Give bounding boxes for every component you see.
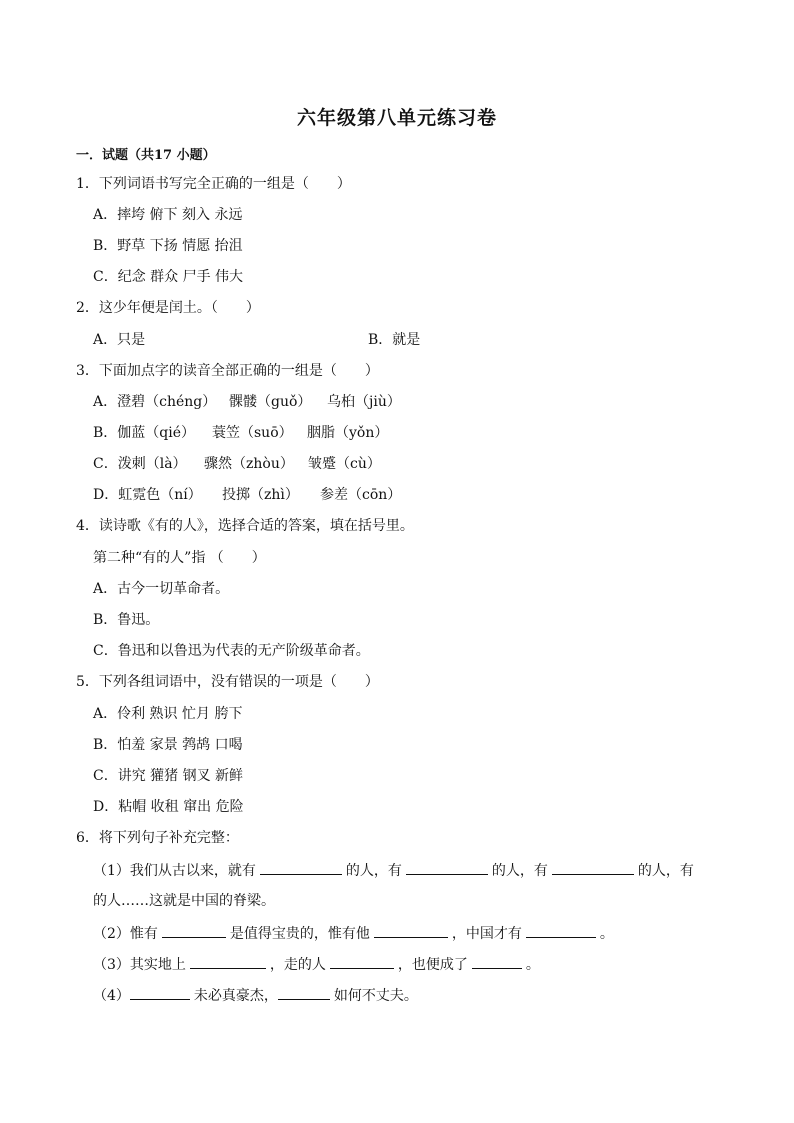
sentence-4-text-2: 未必真豪杰，	[193, 988, 278, 1004]
question-6-sentence-2	[93, 923, 614, 944]
sentence-1-text-4: 的人，有	[637, 863, 694, 879]
question-6-stem: 6．将下列句子补充完整：	[76, 830, 239, 846]
sentence-3-text-2: ，走的人	[269, 957, 326, 973]
question-3-option-a-1: A．澄碧（chéng）	[93, 394, 217, 410]
sentence-2-text-2: 是值得宝贵的，惟有他	[229, 926, 370, 942]
question-3-option-d-2: 投掷（zhì）	[222, 487, 299, 503]
question-4-option-a: A．古今一切革命者。	[93, 581, 230, 597]
question-1-option-b: B．野草 下扬 情愿 抬沮	[93, 238, 243, 254]
sentence-3-text-3: ，也便成了	[397, 957, 468, 973]
sentence-2-text-1: （2）惟有	[93, 926, 158, 942]
fill-blank[interactable]	[374, 923, 448, 938]
question-1-stem: 1．下列词语书写完全正确的一组是（ ）	[76, 176, 351, 192]
question-3-option-b-2: 蓑笠（suō）	[212, 425, 293, 441]
question-3-stem: 3．下面加点字的读音全部正确的一组是（ ）	[76, 363, 379, 379]
sentence-4-text-3: 如何不丈夫。	[333, 988, 418, 1004]
sentence-3-text-4: 。	[525, 957, 540, 973]
question-3-option-c-3: 皱蹙（cù）	[308, 456, 381, 472]
question-5-option-c: C．讲究 獾猪 钢叉 新鲜	[93, 768, 244, 784]
section-heading: 一．试题（共17 小题）	[76, 148, 216, 163]
sentence-2-text-4: 。	[599, 926, 614, 942]
fill-blank[interactable]	[526, 923, 596, 938]
question-5-option-a: A．伶利 熟识 忙月 胯下	[93, 706, 243, 722]
sentence-1-text-1: （1）我们从古以来，就有	[93, 863, 256, 879]
fill-blank[interactable]	[278, 985, 330, 1000]
question-3-option-b-1: B．伽蓝（qié）	[93, 425, 196, 441]
question-6-sentence-3	[93, 954, 540, 975]
question-3-option-a-3: 乌桕（jiù）	[327, 394, 401, 410]
question-2-option-b: B．就是	[368, 332, 421, 348]
question-3-option-d-1: D．虹霓色（ní）	[93, 487, 202, 503]
question-2-option-a: A．只是	[93, 332, 146, 348]
sentence-1-text-3: 的人，有	[491, 863, 548, 879]
fill-blank[interactable]	[552, 860, 634, 875]
fill-blank[interactable]	[406, 860, 488, 875]
question-4-option-c: C．鲁迅和以鲁迅为代表的无产阶级革命者。	[93, 643, 370, 659]
question-5-option-b: B．怕羞 家景 鹁鸪 口喝	[93, 737, 243, 753]
sentence-4-text-1: （4）	[93, 988, 130, 1004]
question-6-sentence-1	[93, 860, 694, 881]
question-6-sentence-4	[93, 985, 418, 1006]
page-title: 六年级第八单元练习卷	[296, 107, 497, 129]
sentence-1-text-2: 的人，有	[345, 863, 402, 879]
question-3-option-d-3: 参差（cōn）	[320, 487, 402, 503]
question-4-stem: 4．读诗歌《有的人》，选择合适的答案，填在括号里。	[76, 518, 414, 534]
question-3-option-c-2: 骤然（zhòu）	[204, 456, 294, 472]
fill-blank[interactable]	[330, 954, 394, 969]
fill-blank[interactable]	[260, 860, 342, 875]
fill-blank[interactable]	[190, 954, 266, 969]
question-3-option-b-3: 胭脂（yǒn）	[307, 425, 389, 441]
fill-blank[interactable]	[472, 954, 522, 969]
question-4-subprompt: 第二种“有的人”指 （ ）	[93, 550, 266, 566]
sentence-3-text-1: （3）其实地上	[93, 957, 186, 973]
question-1-option-a: A．摔垮 俯下 刻入 永远	[93, 207, 243, 223]
question-6-sentence-1-continued: 的人……这就是中国的脊梁。	[93, 893, 275, 909]
question-3-option-a-2: 髁髅（guǒ）	[229, 394, 312, 410]
fill-blank[interactable]	[130, 985, 190, 1000]
question-5-stem: 5．下列各组词语中，没有错误的一项是（ ）	[76, 674, 379, 690]
fill-blank[interactable]	[162, 923, 226, 938]
question-4-option-b: B．鲁迅。	[93, 612, 160, 628]
sentence-2-text-3: ，中国才有	[451, 926, 522, 942]
question-2-stem: 2．这少年便是闰土。（ ）	[76, 300, 260, 316]
question-3-option-c-1: C．泼刺（là）	[93, 456, 187, 472]
question-5-option-d: D．粘帽 收租 窜出 危险	[93, 799, 244, 815]
question-1-option-c: C．纪念 群众 尸手 伟大	[93, 269, 244, 285]
